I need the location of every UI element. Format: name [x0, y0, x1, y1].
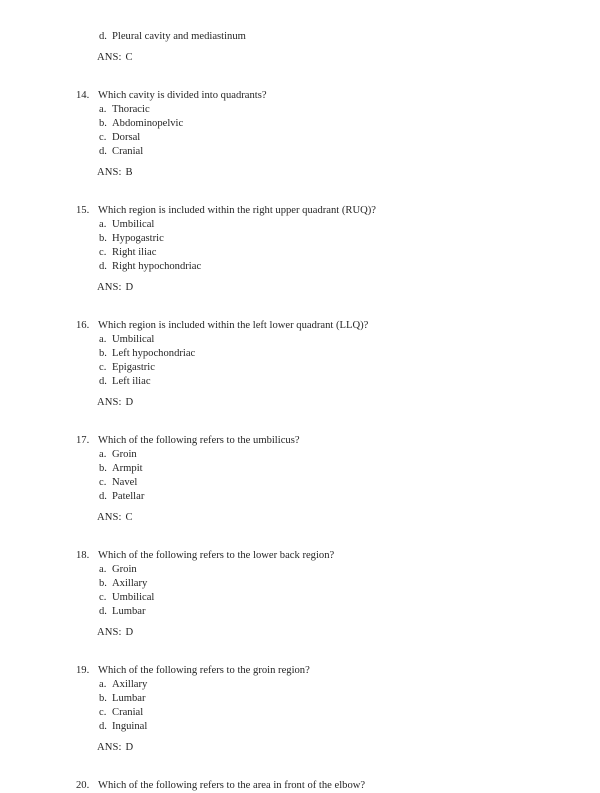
- option-letter: b.: [99, 578, 107, 589]
- option-text: Dorsal: [112, 132, 141, 143]
- answer-value: D: [125, 742, 134, 753]
- answer-label: ANS:: [97, 167, 122, 178]
- option-item: [0, 577, 600, 591]
- option-text: Armpit: [112, 463, 143, 474]
- option-letter: a.: [99, 449, 107, 460]
- question-line: [0, 549, 600, 563]
- option-text: Axillary: [112, 578, 148, 589]
- question-block: [0, 434, 600, 525]
- question-line: [0, 434, 600, 448]
- question-line: [0, 664, 600, 678]
- option-text: Umbilical: [112, 219, 155, 230]
- option-letter: c.: [99, 247, 107, 258]
- option-item: [0, 218, 600, 232]
- question-text: Which of the following refers to the umbilicus?: [98, 435, 300, 446]
- question-number: 14.: [76, 90, 90, 101]
- option-item: [0, 333, 600, 347]
- option-letter: a.: [99, 679, 107, 690]
- question-line: [0, 204, 600, 218]
- option-letter: b.: [99, 233, 107, 244]
- option-letter: c.: [99, 362, 107, 373]
- question-number: 17.: [76, 435, 90, 446]
- option-letter: b.: [99, 463, 107, 474]
- question-line: [0, 779, 600, 793]
- option-letter: a.: [99, 334, 107, 345]
- question-text: Which cavity is divided into quadrants?: [98, 90, 267, 101]
- option-text: Epigastric: [112, 362, 155, 373]
- option-letter: a.: [99, 564, 107, 575]
- option-letter: d.: [99, 606, 107, 617]
- question-text: Which of the following refers to the groin region?: [98, 665, 310, 676]
- option-text: Right iliac: [112, 247, 157, 258]
- option-letter: a.: [99, 219, 107, 230]
- option-letter: c.: [99, 132, 107, 143]
- option-item: [0, 476, 600, 490]
- answer-label: ANS:: [97, 512, 122, 523]
- answer-line: [0, 281, 600, 295]
- answer-line: [0, 741, 600, 755]
- question-block: [0, 319, 600, 410]
- option-item: [0, 375, 600, 389]
- question-block: [0, 549, 600, 640]
- answer-line: [0, 511, 600, 525]
- answer-value: D: [125, 282, 134, 293]
- option-item: [0, 462, 600, 476]
- option-item: [0, 232, 600, 246]
- option-text: Left iliac: [112, 376, 151, 387]
- question-text: Which region is included within the left lower quadrant (LLQ)?: [98, 320, 369, 331]
- option-item: [0, 720, 600, 734]
- option-text: Left hypochondriac: [112, 348, 196, 359]
- option-letter: c.: [99, 707, 107, 718]
- continuation-option: [0, 30, 600, 44]
- option-letter: d.: [99, 146, 107, 157]
- answer-line: [0, 396, 600, 410]
- answer-label: ANS:: [97, 627, 122, 638]
- answer-value: C: [125, 512, 133, 523]
- question-line: [0, 89, 600, 103]
- page-content: [0, 30, 600, 793]
- option-item: [0, 145, 600, 159]
- option-item: [0, 246, 600, 260]
- option-item: [0, 361, 600, 375]
- option-text: Cranial: [112, 146, 144, 157]
- answer-label: ANS:: [97, 742, 122, 753]
- question-number: 20.: [76, 780, 90, 791]
- option-letter: b.: [99, 348, 107, 359]
- question-text: Which of the following refers to the area in front of the elbow?: [98, 780, 366, 791]
- question-block: [0, 204, 600, 295]
- option-item: [0, 117, 600, 131]
- option-text: Groin: [112, 449, 137, 460]
- option-text: Inguinal: [112, 721, 148, 732]
- answer-line: [0, 51, 600, 65]
- option-item: [0, 706, 600, 720]
- option-item: [0, 131, 600, 145]
- option-letter: d.: [99, 31, 107, 42]
- answer-label: ANS:: [97, 52, 122, 63]
- answer-line: [0, 626, 600, 640]
- option-item: [0, 448, 600, 462]
- option-item: [0, 260, 600, 274]
- question-block: [0, 664, 600, 755]
- option-item: [0, 591, 600, 605]
- option-list: [0, 333, 600, 389]
- answer-label: ANS:: [97, 282, 122, 293]
- option-letter: d.: [99, 376, 107, 387]
- option-text: Lumbar: [112, 693, 146, 704]
- option-text: Axillary: [112, 679, 148, 690]
- option-letter: c.: [99, 477, 107, 488]
- option-text: Hypogastric: [112, 233, 164, 244]
- question-number: 16.: [76, 320, 90, 331]
- option-text: Cranial: [112, 707, 144, 718]
- option-text: Abdominopelvic: [112, 118, 184, 129]
- option-item: [0, 490, 600, 504]
- option-text: Lumbar: [112, 606, 146, 617]
- option-list: [0, 678, 600, 734]
- question-text: Which of the following refers to the lower back region?: [98, 550, 335, 561]
- option-text: Patellar: [112, 491, 145, 502]
- option-list: [0, 448, 600, 504]
- question-text: Which region is included within the right upper quadrant (RUQ)?: [98, 205, 377, 216]
- option-text: Groin: [112, 564, 137, 575]
- option-list: [0, 218, 600, 274]
- option-letter: d.: [99, 261, 107, 272]
- option-letter: b.: [99, 118, 107, 129]
- option-text: Right hypochondriac: [112, 261, 202, 272]
- option-letter: b.: [99, 693, 107, 704]
- option-list: [0, 563, 600, 619]
- question-line: [0, 319, 600, 333]
- question-block: [0, 779, 600, 793]
- option-item: [0, 103, 600, 117]
- option-text: Navel: [112, 477, 138, 488]
- answer-value: D: [125, 627, 134, 638]
- option-text: Umbilical: [112, 334, 155, 345]
- answer-value: B: [125, 167, 133, 178]
- option-item: [0, 692, 600, 706]
- question-block: [0, 89, 600, 180]
- option-item: [0, 563, 600, 577]
- option-letter: a.: [99, 104, 107, 115]
- option-item: [0, 678, 600, 692]
- question-number: 18.: [76, 550, 90, 561]
- option-item: [0, 347, 600, 361]
- answer-value: C: [125, 52, 133, 63]
- answer-value: D: [125, 397, 134, 408]
- option-text: Thoracic: [112, 104, 150, 115]
- option-letter: c.: [99, 592, 107, 603]
- option-letter: d.: [99, 721, 107, 732]
- question-number: 19.: [76, 665, 90, 676]
- option-text: Pleural cavity and mediastinum: [112, 31, 246, 42]
- option-list: [0, 103, 600, 159]
- answer-label: ANS:: [97, 397, 122, 408]
- answer-line: [0, 166, 600, 180]
- option-letter: d.: [99, 491, 107, 502]
- option-item: [0, 605, 600, 619]
- question-number: 15.: [76, 205, 90, 216]
- option-text: Umbilical: [112, 592, 155, 603]
